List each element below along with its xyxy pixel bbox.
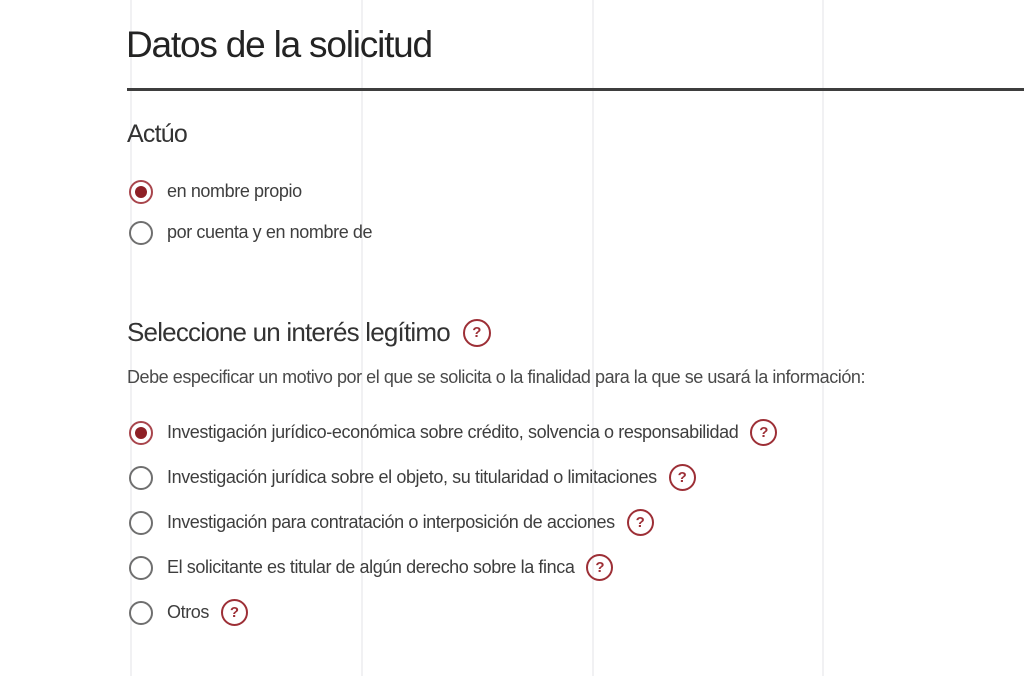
- radio-dot: [135, 227, 147, 239]
- radio-dot: [135, 562, 147, 574]
- radio-option-label: El solicitante es titular de algún derecho sobre la finca: [167, 557, 575, 577]
- radio-option-label: Investigación para contratación o interposición de acciones: [167, 512, 615, 532]
- radio-option[interactable]: [129, 212, 372, 253]
- radio-option-label: Investigación jurídica sobre el objeto, su titularidad o limitaciones: [167, 467, 657, 487]
- radio-button[interactable]: [129, 466, 153, 490]
- help-icon[interactable]: ?: [627, 509, 654, 536]
- radio-option[interactable]: [129, 545, 777, 590]
- actuo-heading: Actúo: [127, 120, 187, 148]
- radio-option[interactable]: [129, 500, 777, 545]
- title-divider: [127, 88, 1024, 91]
- radio-option[interactable]: [129, 410, 777, 455]
- radio-option[interactable]: [129, 455, 777, 500]
- help-icon[interactable]: ?: [669, 464, 696, 491]
- interes-heading: Seleccione un interés legítimo: [127, 317, 450, 347]
- radio-dot: [135, 427, 147, 439]
- interes-radio-group: [129, 410, 777, 635]
- radio-option-label: Otros: [167, 602, 210, 622]
- radio-option[interactable]: [129, 171, 372, 212]
- radio-dot: [135, 607, 147, 619]
- help-icon[interactable]: ?: [463, 319, 491, 347]
- radio-option-label: Investigación jurídico-económica sobre crédito, solvencia o responsabilidad: [167, 422, 739, 442]
- radio-dot: [135, 186, 147, 198]
- radio-option[interactable]: [129, 590, 777, 635]
- help-icon[interactable]: ?: [586, 554, 613, 581]
- radio-dot: [135, 517, 147, 529]
- radio-option-label: en nombre propio: [167, 181, 302, 201]
- help-icon[interactable]: ?: [221, 599, 248, 626]
- radio-button[interactable]: [129, 601, 153, 625]
- page-title: Datos de la solicitud: [126, 24, 432, 65]
- radio-button[interactable]: [129, 221, 153, 245]
- actuo-radio-group: [129, 171, 372, 253]
- radio-button[interactable]: [129, 556, 153, 580]
- radio-button-selected[interactable]: [129, 180, 153, 204]
- radio-button[interactable]: [129, 511, 153, 535]
- radio-dot: [135, 472, 147, 484]
- section-interes-legitimo: [127, 317, 491, 348]
- interes-description: Debe especificar un motivo por el que se solicita o la finalidad para la que se usará la información:: [127, 367, 865, 387]
- help-icon[interactable]: ?: [750, 419, 777, 446]
- radio-option-label: por cuenta y en nombre de: [167, 222, 373, 242]
- section-actuo: [127, 120, 187, 149]
- radio-button-selected[interactable]: [129, 421, 153, 445]
